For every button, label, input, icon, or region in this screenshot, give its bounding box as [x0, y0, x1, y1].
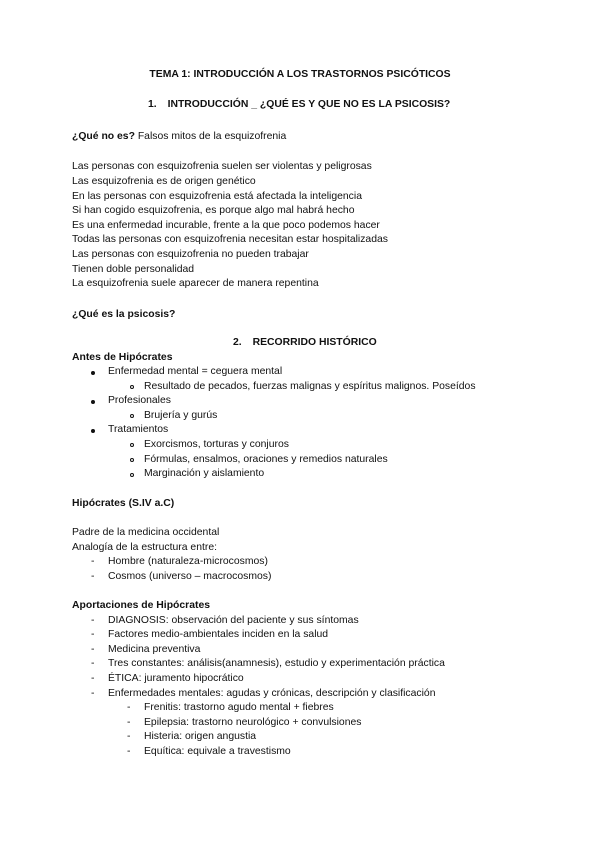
bullet-circle-icon	[130, 458, 134, 462]
contribution-item: DIAGNOSIS: observación del paciente y sus síntomas	[108, 615, 359, 626]
bullet-dot-icon	[91, 371, 95, 375]
dash-bullet-icon: -	[127, 717, 131, 728]
what-not-label: ¿Qué no es?	[72, 131, 135, 142]
dash-bullet-icon: -	[127, 702, 131, 713]
contribution-item: ÉTICA: juramento hipocrático	[108, 673, 244, 684]
myth-item: Las personas con esquizofrenia no pueden trabajar	[72, 249, 309, 260]
analogy-item: Cosmos (universo – macrocosmos)	[108, 571, 272, 582]
myth-item: La esquizofrenia suele aparecer de manera repentina	[72, 278, 319, 289]
bullet-dot-icon	[91, 429, 95, 433]
dash-bullet-icon: -	[91, 644, 95, 655]
dash-bullet-icon: -	[91, 571, 95, 582]
bullet-item: Enfermedad mental = ceguera mental	[108, 366, 283, 377]
bullet-circle-icon	[130, 414, 134, 418]
myth-item: Tienen doble personalidad	[72, 264, 195, 275]
sub-bullet-item: Marginación y aislamiento	[144, 468, 265, 479]
contribution-item: Medicina preventiva	[108, 644, 201, 655]
contribution-item: Enfermedades mentales: agudas y crónicas, descripción y clasificación	[108, 688, 436, 699]
analogy-item: Hombre (naturaleza-microcosmos)	[108, 556, 268, 567]
what-not-text: Falsos mitos de la esquizofrenia	[134, 131, 287, 142]
bullet-circle-icon	[130, 385, 134, 389]
myth-item: Es una enfermedad incurable, frente a la que poco podemos hacer	[72, 220, 380, 231]
document-title: TEMA 1: INTRODUCCIÓN A LOS TRASTORNOS PSICÓTICOS	[149, 69, 451, 80]
mental-illness-item: Histeria: origen angustia	[144, 731, 257, 742]
sub-bullet-item: Resultado de pecados, fuerzas malignas y espíritus malignos. Poseídos	[144, 381, 476, 392]
section-2-number: 2.	[233, 337, 242, 348]
bullet-item: Profesionales	[108, 395, 171, 406]
section-1-title: INTRODUCCIÓN _ ¿QUÉ ES Y QUE NO ES LA PSICOSIS?	[167, 99, 451, 110]
what-not-line	[72, 130, 286, 145]
sub-bullet-item: Fórmulas, ensalmos, oraciones y remedios naturales	[144, 454, 388, 465]
hippocrates-label: Hipócrates (S.IV a.C)	[72, 498, 175, 509]
section-1-heading	[148, 98, 450, 113]
bullet-circle-icon	[130, 443, 134, 447]
dash-bullet-icon: -	[91, 629, 95, 640]
dash-bullet-icon: -	[91, 615, 95, 626]
dash-bullet-icon: -	[91, 688, 95, 699]
myth-item: Todas las personas con esquizofrenia necesitan estar hospitalizadas	[72, 234, 388, 245]
bullet-item: Tratamientos	[108, 424, 169, 435]
sub-bullet-item: Exorcismos, torturas y conjuros	[144, 439, 289, 450]
dash-bullet-icon: -	[91, 556, 95, 567]
section-2-heading	[233, 336, 377, 351]
contribution-item: Tres constantes: análisis(anamnesis), estudio y experimentación práctica	[108, 658, 445, 669]
bullet-circle-icon	[130, 473, 134, 477]
section-2-title: RECORRIDO HISTÓRICO	[252, 337, 377, 348]
hippocrates-line: Analogía de la estructura entre:	[72, 542, 217, 553]
myth-item: Las esquizofrenia es de origen genético	[72, 176, 256, 187]
bullet-dot-icon	[91, 400, 95, 404]
sub-bullet-item: Brujería y gurús	[144, 410, 218, 421]
myth-item: En las personas con esquizofrenia está afectada la inteligencia	[72, 191, 362, 202]
section-1-number: 1.	[148, 99, 157, 110]
dash-bullet-icon: -	[91, 658, 95, 669]
hippocrates-line: Padre de la medicina occidental	[72, 527, 220, 538]
dash-bullet-icon: -	[91, 673, 95, 684]
before-hippocrates-label: Antes de Hipócrates	[72, 352, 173, 363]
dash-bullet-icon: -	[127, 731, 131, 742]
mental-illness-item: Frenitis: trastorno agudo mental + fiebres	[144, 702, 334, 713]
what-is-label: ¿Qué es la psicosis?	[72, 309, 176, 320]
contribution-item: Factores medio-ambientales inciden en la salud	[108, 629, 329, 640]
mental-illness-item: Epilepsia: trastorno neurológico + convulsiones	[144, 717, 362, 728]
myth-item: Si han cogido esquizofrenia, es porque algo mal habrá hecho	[72, 205, 355, 216]
myth-item: Las personas con esquizofrenia suelen ser violentas y peligrosas	[72, 161, 372, 172]
mental-illness-item: Equítica: equivale a travestismo	[144, 746, 291, 757]
dash-bullet-icon: -	[127, 746, 131, 757]
contributions-label: Aportaciones de Hipócrates	[72, 600, 211, 611]
